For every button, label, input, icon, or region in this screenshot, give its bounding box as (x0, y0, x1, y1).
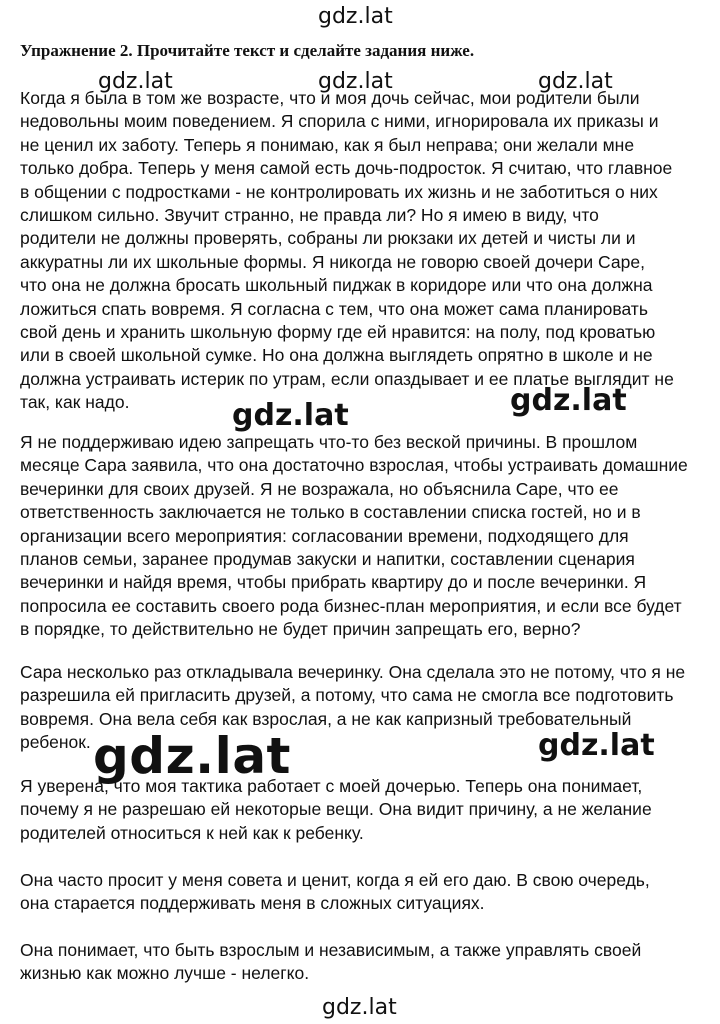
text-line: Сара несколько раз откладывала вечеринку. Она сделала это не потому, что я не (20, 662, 686, 682)
text-line: так, как надо. (20, 392, 130, 413)
paragraph-2 (20, 431, 688, 642)
text-line: вечеринки для своих друзей. Я не возражала, но объяснила Саре, что ее (20, 478, 619, 499)
text-line: планов семьи, заранее продумав закуски и напитки, составлении сценария (20, 549, 635, 570)
text-line: организации всего мероприятия: согласовании времени, подходящего для (20, 525, 629, 546)
text-line: недовольны моим поведением. Я спорила с ними, игнорировала их приказы и (20, 111, 659, 132)
text-line: только добра. Теперь у меня самой есть дочь-подросток. Я считаю, что главное (20, 158, 673, 179)
text-line: ложиться спать вовремя. Я согласна с тем, что она может сама планировать (20, 298, 648, 319)
text-line: ответственность заключается не только в составлении списка гостей, но и в (20, 502, 641, 523)
watermark-top: gdz.lat (318, 4, 393, 29)
watermark-row1-left: gdz.lat (98, 69, 173, 94)
exercise-heading: Упражнение 2. Прочитайте текст и сделайте задания ниже. (20, 41, 475, 60)
text-line: или в своей школьной сумке. Но она должна выглядеть опрятно в школе и не (20, 345, 653, 366)
text-line: месяце Сара заявила, что она достаточно взрослая, чтобы устраивать домашние (20, 455, 688, 476)
text-line: не ценил их заботу. Теперь я понимаю, как я был неправа; они желали мне (20, 134, 635, 155)
paragraph-6 (20, 939, 641, 986)
text-line: Когда я была в том же возрасте, что и моя дочь сейчас, мои родители были (20, 88, 640, 108)
text-line: попросила ее составить своего рода бизнес-план мероприятия, и если все будет (20, 595, 682, 616)
watermark-lower-right: gdz.lat (538, 728, 655, 763)
watermark-large: gdz.lat (93, 727, 291, 785)
text-line: жизнью как можно лучше - нелегко. (20, 963, 310, 984)
text-line: ребенок. (20, 732, 91, 753)
text-line: Я уверена, что моя тактика работает с моей дочерью. Теперь она понимает, (20, 776, 643, 796)
watermark-mid-left: gdz.lat (232, 398, 349, 433)
watermark-bottom: gdz.lat (322, 995, 397, 1020)
text-line: слишком сильно. Звучит странно, не правда ли? Но я имею в виду, что (20, 205, 599, 226)
text-line: родителей относиться к ней как к ребенку. (20, 822, 364, 843)
text-line: аккуратны ли их школьные формы. Я никогда не говорю своей дочери Саре, (20, 251, 645, 272)
text-line: разрешила ей пригласить друзей, а потому, что сама не смогла все подготовить (20, 685, 674, 706)
text-line: Она понимает, что быть взрослым и независимым, а также управлять своей (20, 940, 642, 960)
text-line: в порядке, то действительно не будет причин запрещать его, верно? (20, 619, 581, 640)
text-line: почему я не разрешаю ей некоторые вещи. Она видит причину, а не желание (20, 799, 652, 820)
text-line: родители не должны проверять, собраны ли рюкзаки их детей и чисты ли и (20, 228, 636, 249)
text-line: Я не поддерживаю идею запрещать что-то без веской причины. В прошлом (20, 432, 638, 452)
text-line: свой день и хранить школьную форму где ей нравится: на полу, под кроватью (20, 322, 656, 343)
text-line: Она часто просит у меня совета и ценит, когда я ей его даю. В свою очередь, (20, 870, 650, 890)
watermark-row1-center: gdz.lat (318, 69, 393, 94)
watermark-mid-right: gdz.lat (510, 383, 627, 418)
text-line: в общении с подростками - не контролировать их жизнь и не заботиться о них (20, 181, 658, 202)
text-line: должна устраивать истерик по утрам, если опаздывает и ее платье выглядит не (20, 368, 674, 389)
watermark-row1-right: gdz.lat (538, 69, 613, 94)
paragraph-5 (20, 869, 650, 916)
text-line: она старается поддерживать меня в сложных ситуациях. (20, 893, 485, 914)
text-line: вовремя. Она вела себя как взрослая, а не как капризный требовательный (20, 708, 632, 729)
text-line: что она не должна бросать школьный пиджак в коридоре или что она должна (20, 275, 653, 296)
paragraph-4 (20, 775, 652, 845)
text-line: вечеринки и найдя время, чтобы прибрать квартиру до и после вечеринки. Я (20, 572, 647, 593)
paragraph-1 (20, 87, 674, 415)
